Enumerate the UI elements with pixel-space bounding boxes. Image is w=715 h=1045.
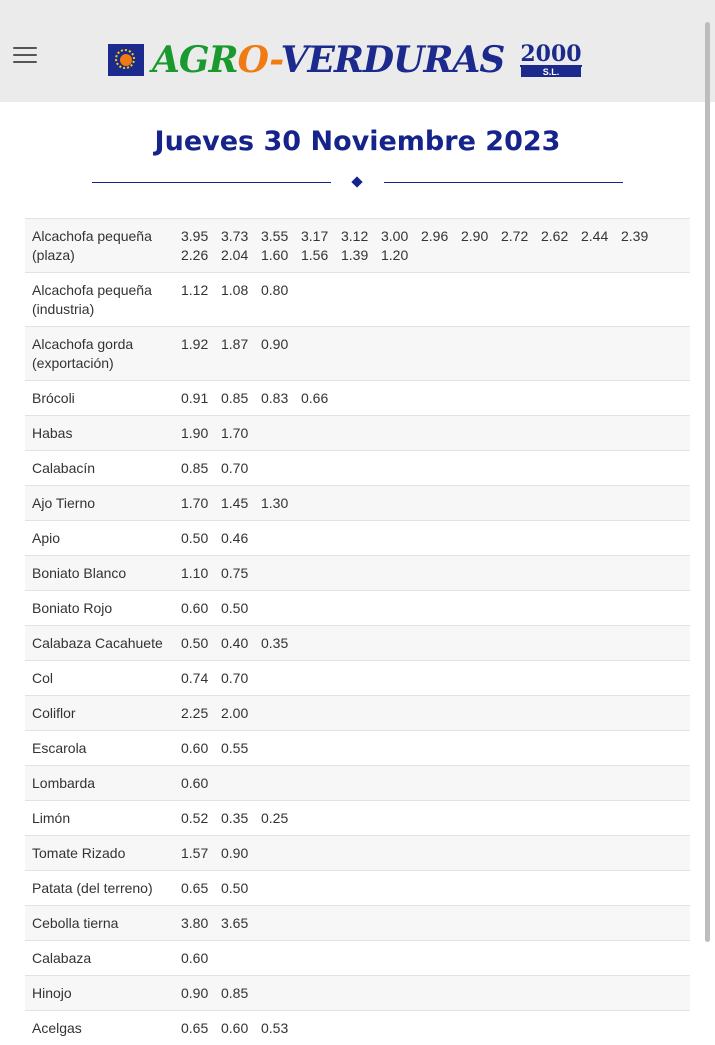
product-prices — [174, 486, 690, 521]
table-row — [25, 766, 690, 801]
product-name: Calabaza — [25, 941, 174, 976]
price-value: 1.90 — [181, 424, 221, 443]
price-value: 3.80 — [181, 914, 221, 933]
product-prices — [174, 731, 690, 766]
table-row — [25, 1011, 690, 1045]
price-value: 0.75 — [221, 564, 261, 583]
price-value: 0.52 — [181, 809, 221, 828]
price-value: 3.73 — [221, 227, 261, 246]
product-prices — [174, 556, 690, 591]
logo-text-o: O — [238, 39, 270, 81]
product-name: Hinojo — [25, 976, 174, 1011]
price-value: 0.91 — [181, 389, 221, 408]
table-row — [25, 273, 690, 327]
price-value: 0.55 — [221, 739, 261, 758]
price-value: 1.30 — [261, 494, 301, 513]
price-value: 0.50 — [181, 529, 221, 548]
price-value: 0.90 — [261, 335, 301, 354]
price-value: 1.39 — [341, 246, 381, 265]
price-value: 1.12 — [181, 281, 221, 300]
product-prices — [174, 661, 690, 696]
product-prices — [174, 591, 690, 626]
product-prices — [174, 219, 690, 273]
price-table-body — [25, 219, 690, 1045]
price-value: 0.80 — [261, 281, 301, 300]
price-value: 0.66 — [301, 389, 341, 408]
product-name: Coliflor — [25, 696, 174, 731]
product-name: Alcachofa gorda (exportación) — [25, 327, 174, 381]
logo-suffix: S.L. — [521, 67, 582, 77]
price-value: 0.85 — [221, 389, 261, 408]
price-table — [25, 218, 690, 1045]
table-row — [25, 416, 690, 451]
price-value: 0.60 — [181, 599, 221, 618]
price-value: 0.74 — [181, 669, 221, 688]
price-value: 1.70 — [221, 424, 261, 443]
price-value: 0.70 — [221, 459, 261, 478]
product-prices — [174, 521, 690, 556]
price-value: 1.10 — [181, 564, 221, 583]
price-value: 2.25 — [181, 704, 221, 723]
product-prices — [174, 906, 690, 941]
page-scrollbar[interactable] — [705, 22, 710, 942]
price-value: 0.40 — [221, 634, 261, 653]
price-value: 3.95 — [181, 227, 221, 246]
price-value: 0.70 — [221, 669, 261, 688]
price-value: 2.26 — [181, 246, 221, 265]
price-value: 0.85 — [221, 984, 261, 1003]
title-diamond-icon — [351, 176, 362, 187]
table-row — [25, 696, 690, 731]
product-prices — [174, 327, 690, 381]
table-row — [25, 941, 690, 976]
price-value: 1.08 — [221, 281, 261, 300]
product-prices — [174, 941, 690, 976]
product-name: Cebolla tierna — [25, 906, 174, 941]
product-name: Habas — [25, 416, 174, 451]
table-row — [25, 836, 690, 871]
product-prices — [174, 416, 690, 451]
logo-text-dash: - — [269, 39, 280, 81]
price-value: 0.60 — [181, 739, 221, 758]
title-divider-left — [92, 182, 331, 183]
price-value: 1.70 — [181, 494, 221, 513]
product-prices — [174, 696, 690, 731]
product-name: Lombarda — [25, 766, 174, 801]
table-row — [25, 556, 690, 591]
price-value: 3.17 — [301, 227, 341, 246]
price-value: 1.57 — [181, 844, 221, 863]
price-value: 1.87 — [221, 335, 261, 354]
price-value: 0.85 — [181, 459, 221, 478]
table-row — [25, 381, 690, 416]
price-value: 0.60 — [181, 949, 221, 968]
table-row — [25, 731, 690, 766]
price-value: 0.60 — [221, 1019, 261, 1038]
site-header — [0, 0, 715, 102]
price-value: 3.00 — [381, 227, 421, 246]
price-value: 0.83 — [261, 389, 301, 408]
logo-text-verduras: VERDURAS — [281, 39, 505, 81]
table-row — [25, 661, 690, 696]
table-row — [25, 626, 690, 661]
price-value: 0.46 — [221, 529, 261, 548]
price-value: 0.65 — [181, 879, 221, 898]
product-prices — [174, 766, 690, 801]
product-prices — [174, 871, 690, 906]
price-value: 2.04 — [221, 246, 261, 265]
product-name: Boniato Rojo — [25, 591, 174, 626]
table-row — [25, 451, 690, 486]
product-prices — [174, 273, 690, 327]
price-value: 0.25 — [261, 809, 301, 828]
logo-year: 2000 — [520, 43, 581, 67]
price-value: 2.39 — [621, 227, 661, 246]
product-name: Acelgas — [25, 1011, 174, 1045]
page-title: Jueves 30 Noviembre 2023 — [0, 126, 715, 157]
logo-wordmark — [152, 40, 504, 80]
price-value: 3.55 — [261, 227, 301, 246]
product-name: Escarola — [25, 731, 174, 766]
table-row — [25, 486, 690, 521]
table-row — [25, 591, 690, 626]
product-prices — [174, 1011, 690, 1045]
price-value: 0.53 — [261, 1019, 301, 1038]
product-prices — [174, 381, 690, 416]
hamburger-menu-icon[interactable] — [13, 47, 37, 65]
product-name: Boniato Blanco — [25, 556, 174, 591]
price-value: 2.72 — [501, 227, 541, 246]
table-row — [25, 327, 690, 381]
product-name: Calabacín — [25, 451, 174, 486]
price-value: 0.50 — [221, 879, 261, 898]
product-name: Alcachofa pequeña (industria) — [25, 273, 174, 327]
table-row — [25, 521, 690, 556]
price-value: 0.50 — [221, 599, 261, 618]
agro-verduras-logo[interactable] — [108, 40, 582, 80]
logo-text-agro: AGR — [152, 39, 238, 81]
price-value: 0.60 — [181, 774, 221, 793]
table-row — [25, 906, 690, 941]
table-row — [25, 871, 690, 906]
price-value: 0.90 — [181, 984, 221, 1003]
logo-badge-icon — [108, 44, 144, 76]
product-prices — [174, 626, 690, 661]
product-name: Brócoli — [25, 381, 174, 416]
price-value: 2.90 — [461, 227, 501, 246]
price-value: 3.65 — [221, 914, 261, 933]
table-row — [25, 801, 690, 836]
price-value: 0.35 — [221, 809, 261, 828]
price-value: 3.12 — [341, 227, 381, 246]
table-row — [25, 976, 690, 1011]
price-value: 0.35 — [261, 634, 301, 653]
product-prices — [174, 836, 690, 871]
product-name: Patata (del terreno) — [25, 871, 174, 906]
logo-year-badge — [520, 43, 581, 77]
product-prices — [174, 801, 690, 836]
product-name: Ajo Tierno — [25, 486, 174, 521]
product-name: Tomate Rizado — [25, 836, 174, 871]
price-value: 1.56 — [301, 246, 341, 265]
price-value: 0.65 — [181, 1019, 221, 1038]
table-row — [25, 219, 690, 273]
product-prices — [174, 976, 690, 1011]
title-divider-right — [384, 182, 623, 183]
product-name: Limón — [25, 801, 174, 836]
price-value: 1.92 — [181, 335, 221, 354]
product-name: Apio — [25, 521, 174, 556]
price-value: 0.90 — [221, 844, 261, 863]
price-value: 2.00 — [221, 704, 261, 723]
price-value: 1.45 — [221, 494, 261, 513]
product-name: Calabaza Cacahuete — [25, 626, 174, 661]
price-value: 2.62 — [541, 227, 581, 246]
product-name: Alcachofa pequeña (plaza) — [25, 219, 174, 273]
price-value: 0.50 — [181, 634, 221, 653]
price-value: 2.44 — [581, 227, 621, 246]
price-value: 1.60 — [261, 246, 301, 265]
product-name: Col — [25, 661, 174, 696]
product-prices — [174, 451, 690, 486]
price-value: 1.20 — [381, 246, 421, 265]
price-value: 2.96 — [421, 227, 461, 246]
